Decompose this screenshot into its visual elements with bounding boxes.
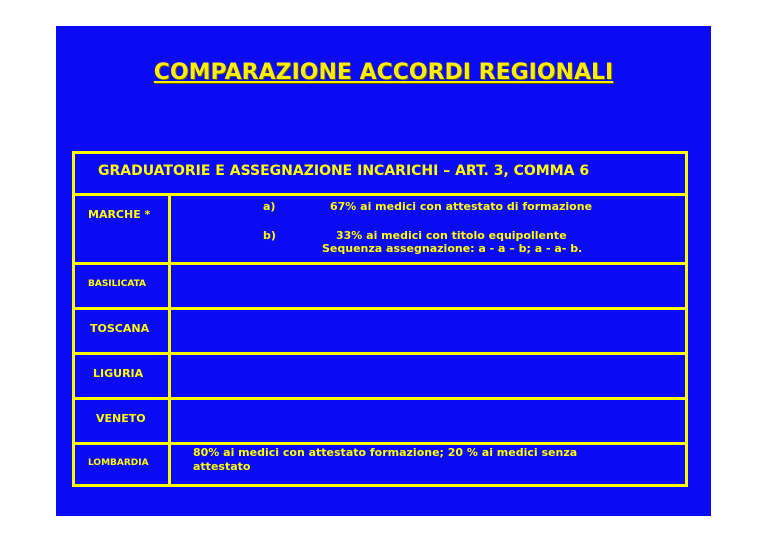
region-basilicata: BASILICATA <box>88 279 147 289</box>
table-column-divider <box>168 193 171 487</box>
lombardia-text-line1: 80% ai medici con attestato formazione; 20 % ai medici senza <box>193 446 578 459</box>
slide <box>56 26 711 516</box>
item-text: 67% ai medici con attestato di formazione <box>330 200 593 213</box>
region-veneto: VENETO <box>96 412 146 425</box>
item-marker: b) <box>263 229 276 242</box>
table-row-divider <box>72 193 688 196</box>
region-lombardia: LOMBARDIA <box>88 458 149 468</box>
table-row-divider <box>72 262 688 265</box>
table-border-top <box>72 151 688 154</box>
slide-title: COMPARAZIONE ACCORDI REGIONALI <box>153 60 614 85</box>
table-border-bottom <box>72 484 688 487</box>
region-toscana: TOSCANA <box>90 322 150 335</box>
comparison-table <box>72 151 688 487</box>
assignment-sequence-note: Sequenza assegnazione: a - a – b; a - a- b. <box>322 242 583 255</box>
table-row-divider <box>72 397 688 400</box>
lombardia-text-line2: attestato <box>193 460 251 473</box>
table-header: GRADUATORIE E ASSEGNAZIONE INCARICHI – ART. 3, COMMA 6 <box>98 163 590 179</box>
region-liguria: LIGURIA <box>93 367 144 380</box>
table-border-left <box>72 151 75 487</box>
table-row-divider <box>72 442 688 445</box>
table-border-right <box>685 151 688 487</box>
item-marker: a) <box>263 200 276 213</box>
item-text: 33% ai medici con titolo equipollente <box>336 229 567 242</box>
table-row-divider <box>72 307 688 310</box>
region-marche: MARCHE * <box>88 208 151 221</box>
table-row-divider <box>72 352 688 355</box>
